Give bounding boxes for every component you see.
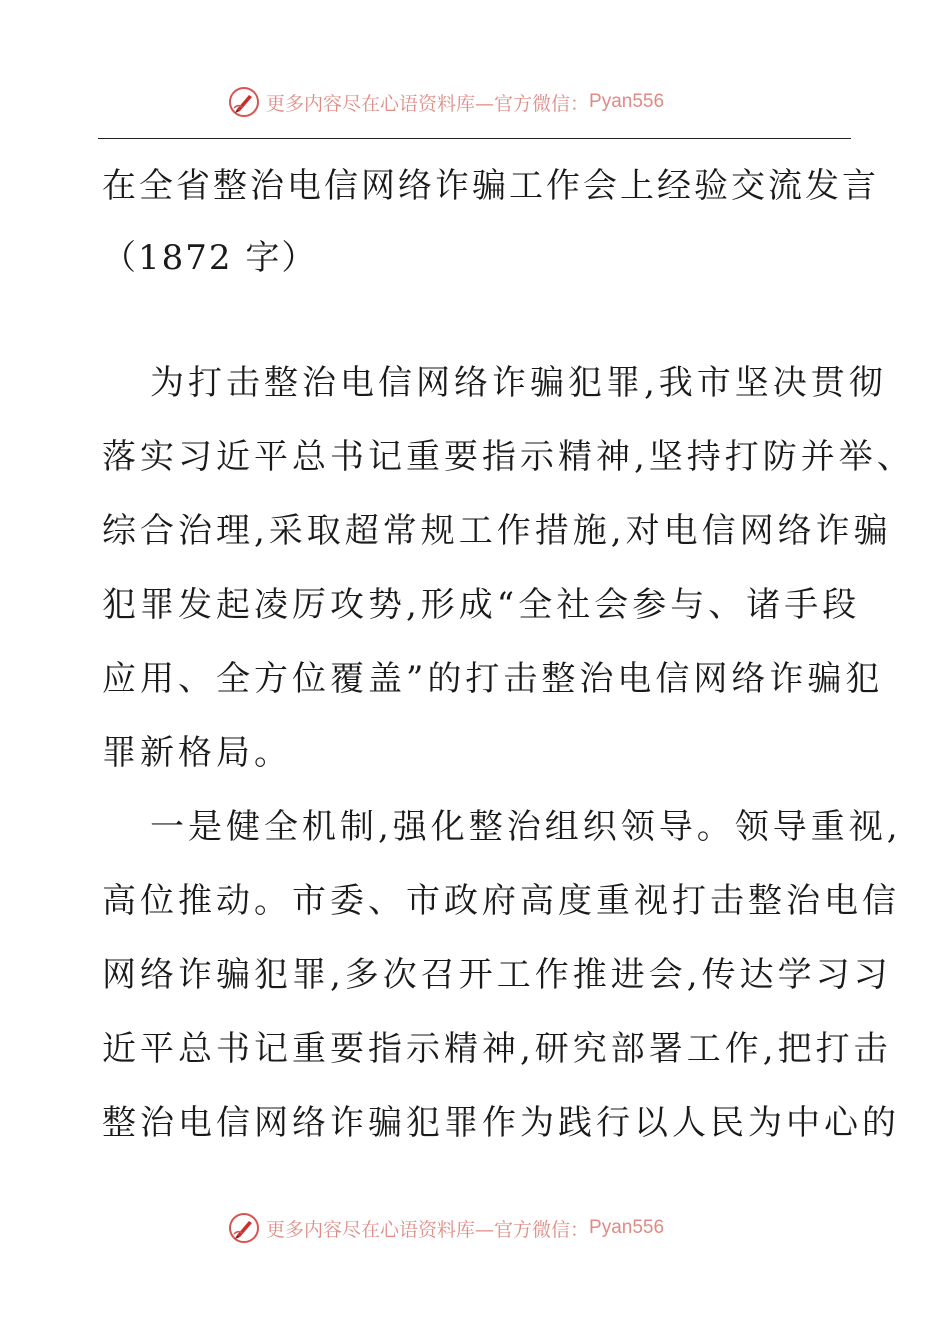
- watermark-wechat-id: Pyan556: [589, 91, 665, 112]
- paragraph-line: 落实习近平总书记重要指示精神,坚持打防并举、: [102, 437, 915, 477]
- paragraph-line: 网络诈骗犯罪,多次召开工作推进会,传达学习习: [102, 955, 892, 995]
- paragraph-line: 综合治理,采取超常规工作措施,对电信网络诈骗: [102, 511, 892, 551]
- document-title: [102, 150, 879, 294]
- title-line-1: 在全省整治电信网络诈骗工作会上经验交流发言: [102, 166, 879, 206]
- paragraph-line: 应用、全方位覆盖”的打击整治电信网络诈骗犯: [102, 659, 884, 699]
- paragraph-line: 罪新格局。: [102, 733, 292, 773]
- header-divider: [98, 138, 851, 139]
- document-body: [102, 346, 915, 1160]
- paragraph-line: 高位推动。市委、市政府高度重视打击整治电信: [102, 881, 900, 921]
- watermark-text: 更多内容尽在心语资料库—官方微信：: [266, 92, 590, 115]
- paragraph-line: 整治电信网络诈骗犯罪作为践行以人民为中心的: [102, 1103, 900, 1143]
- quill-pen-icon: [228, 1212, 260, 1244]
- quill-pen-icon: [228, 86, 260, 118]
- paragraph-line: 一是健全机制,强化整治组织领导。领导重视,: [150, 807, 902, 847]
- footer-watermark: [228, 1210, 664, 1246]
- paragraph-2: [102, 790, 902, 1160]
- header-watermark: [228, 84, 664, 120]
- watermark-wechat-id: Pyan556: [589, 1217, 665, 1238]
- paragraph-line: 近平总书记重要指示精神,研究部署工作,把打击: [102, 1029, 892, 1069]
- paragraph-1: [102, 346, 915, 790]
- watermark-text: 更多内容尽在心语资料库—官方微信：: [266, 1218, 590, 1241]
- title-line-2: （1872 字）: [102, 238, 318, 278]
- paragraph-line: 为打击整治电信网络诈骗犯罪,我市坚决贯彻: [150, 363, 887, 403]
- paragraph-line: 犯罪发起凌厉攻势,形成“全社会参与、诸手段: [102, 585, 861, 625]
